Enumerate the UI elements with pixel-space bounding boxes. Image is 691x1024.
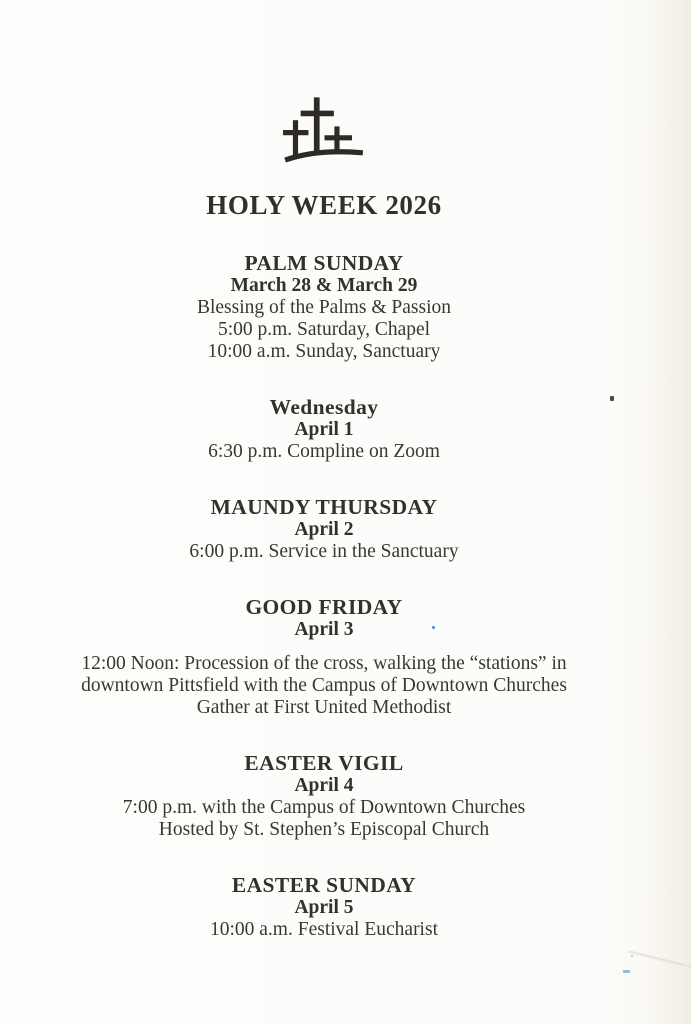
scan-speck-blue <box>432 626 435 629</box>
section-easter-sunday <box>0 874 648 941</box>
section-date: April 3 <box>294 619 354 640</box>
section-line: Gather at First United Methodist <box>196 697 452 718</box>
section-date: April 5 <box>294 897 354 918</box>
section-heading: MAUNDY THURSDAY <box>210 495 438 519</box>
section-palm-sunday <box>0 252 648 363</box>
three-crosses-icon <box>282 95 366 163</box>
section-date: March 28 & March 29 <box>230 275 418 296</box>
section-date: April 4 <box>294 775 354 796</box>
section-maundy-thursday <box>0 496 648 563</box>
section-line: 6:30 p.m. Compline on Zoom <box>208 441 440 462</box>
section-good-friday <box>0 596 648 719</box>
section-heading: GOOD FRIDAY <box>245 595 403 619</box>
scan-speck-blue <box>631 955 633 957</box>
section-heading: EASTER SUNDAY <box>231 873 417 897</box>
section-line: 12:00 Noon: Procession of the cross, walking the “stations” in <box>81 653 567 674</box>
section-line: downtown Pittsfield with the Campus of Downtown Churches <box>81 675 567 696</box>
good-friday-paragraph <box>0 653 648 719</box>
section-easter-vigil <box>0 752 648 841</box>
scan-crease-mark <box>628 950 691 971</box>
section-line: Blessing of the Palms & Passion <box>196 297 452 318</box>
section-line: 5:00 p.m. Saturday, Chapel <box>217 319 431 340</box>
section-date: April 1 <box>294 419 354 440</box>
section-wednesday <box>0 396 648 463</box>
section-line: 10:00 a.m. Festival Eucharist <box>209 919 438 940</box>
scan-speck-dark <box>610 396 614 401</box>
section-line: 10:00 a.m. Sunday, Sanctuary <box>207 341 441 362</box>
section-heading: Wednesday <box>269 395 379 419</box>
section-heading: PALM SUNDAY <box>244 251 404 275</box>
scan-speck-blue <box>623 970 630 973</box>
section-heading: EASTER VIGIL <box>244 751 404 775</box>
section-line: 7:00 p.m. with the Campus of Downtown Churches <box>122 797 526 818</box>
page-title: HOLY WEEK 2026 <box>206 190 442 220</box>
section-line: Hosted by St. Stephen’s Episcopal Church <box>158 819 490 840</box>
section-line: 6:00 p.m. Service in the Sanctuary <box>189 541 459 562</box>
section-date: April 2 <box>294 519 354 540</box>
bulletin-content <box>0 95 648 941</box>
